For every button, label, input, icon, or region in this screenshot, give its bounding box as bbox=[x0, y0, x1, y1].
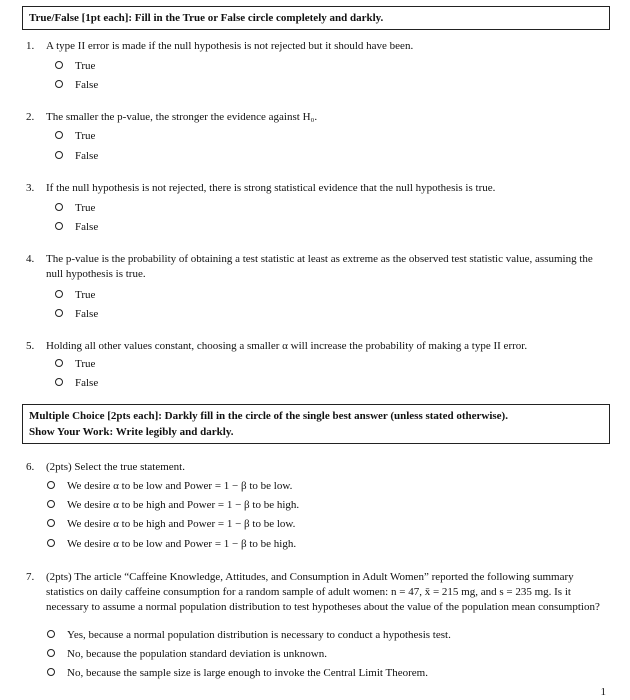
question-6 bbox=[26, 460, 616, 475]
question-4 bbox=[26, 252, 616, 282]
q6-option-a[interactable]: We desire α to be low and Power = 1 − β to be low. bbox=[47, 479, 292, 493]
q2-option-true[interactable]: True bbox=[55, 129, 95, 143]
q1-option-false[interactable]: False bbox=[55, 78, 98, 92]
question-text: (2pts) The article “Caffeine Knowledge, Attitudes, and Consumption in Adult Women” reported the following summary statistics on daily caffeine consumption for a random sample of adult women: n = 47, x̄ = 215 mg, and s = 235 mg. Is it necessary to assume a normal population distribution to test hypotheses about the value of the population mean consumption? bbox=[46, 571, 600, 613]
radio-circle-icon[interactable] bbox=[55, 80, 63, 88]
question-text: Holding all other values constant, choosing a smaller α will increase the probability of making a type II error. bbox=[46, 340, 528, 352]
radio-circle-icon[interactable] bbox=[47, 668, 55, 676]
question-number: 5. bbox=[26, 340, 35, 352]
radio-circle-icon[interactable] bbox=[55, 222, 63, 230]
question-5 bbox=[26, 339, 616, 354]
q6-option-b[interactable]: We desire α to be high and Power = 1 − β to be high. bbox=[47, 498, 299, 512]
q1-option-true[interactable]: True bbox=[55, 59, 95, 73]
mc-section-header bbox=[22, 404, 610, 444]
radio-circle-icon[interactable] bbox=[55, 203, 63, 211]
radio-circle-icon[interactable] bbox=[55, 131, 63, 139]
radio-circle-icon[interactable] bbox=[47, 539, 55, 547]
q4-option-true[interactable]: True bbox=[55, 288, 95, 302]
question-text: If the null hypothesis is not rejected, there is strong statistical evidence that the null hypothesis is true. bbox=[46, 182, 496, 194]
question-3 bbox=[26, 181, 616, 196]
mc-header-line2: Show Your Work: Write legibly and darkly. bbox=[29, 426, 234, 438]
radio-circle-icon[interactable] bbox=[47, 630, 55, 638]
radio-circle-icon[interactable] bbox=[47, 481, 55, 489]
question-number: 1. bbox=[26, 40, 35, 52]
radio-circle-icon[interactable] bbox=[55, 61, 63, 69]
question-text: The smaller the p-value, the stronger the evidence against H₀. bbox=[46, 111, 318, 123]
question-1 bbox=[26, 39, 616, 54]
tf-header-text: True/False [1pt each]: Fill in the True or False circle completely and darkly. bbox=[29, 12, 384, 24]
radio-circle-icon[interactable] bbox=[47, 649, 55, 657]
question-number: 4. bbox=[26, 253, 35, 265]
mc-header-line1: Multiple Choice [2pts each]: Darkly fill in the circle of the single best answer (unless stated otherwise). bbox=[29, 410, 508, 422]
question-number: 2. bbox=[26, 111, 35, 123]
q3-option-true[interactable]: True bbox=[55, 201, 95, 215]
question-7 bbox=[26, 570, 616, 615]
question-2 bbox=[26, 110, 616, 125]
q7-option-c[interactable]: No, because the sample size is large enough to invoke the Central Limit Theorem. bbox=[47, 666, 428, 680]
q2-option-false[interactable]: False bbox=[55, 149, 98, 163]
question-number: 3. bbox=[26, 182, 35, 194]
q7-option-a[interactable]: Yes, because a normal population distribution is necessary to conduct a hypothesis test. bbox=[47, 628, 451, 642]
question-number: 7. bbox=[26, 571, 35, 583]
q4-option-false[interactable]: False bbox=[55, 307, 98, 321]
q3-option-false[interactable]: False bbox=[55, 220, 98, 234]
question-text: (2pts) Select the true statement. bbox=[46, 461, 185, 473]
q6-option-d[interactable]: We desire α to be low and Power = 1 − β to be high. bbox=[47, 537, 296, 551]
radio-circle-icon[interactable] bbox=[55, 290, 63, 298]
question-number: 6. bbox=[26, 461, 35, 473]
radio-circle-icon[interactable] bbox=[55, 359, 63, 367]
radio-circle-icon[interactable] bbox=[55, 378, 63, 386]
radio-circle-icon[interactable] bbox=[55, 309, 63, 317]
question-text: A type II error is made if the null hypothesis is not rejected but it should have been. bbox=[46, 40, 414, 52]
q5-option-false[interactable]: False bbox=[55, 376, 98, 390]
page-number: 1 bbox=[600, 686, 606, 698]
radio-circle-icon[interactable] bbox=[47, 519, 55, 527]
q7-option-b[interactable]: No, because the population standard deviation is unknown. bbox=[47, 647, 327, 661]
radio-circle-icon[interactable] bbox=[55, 151, 63, 159]
q5-option-true[interactable]: True bbox=[55, 357, 95, 371]
radio-circle-icon[interactable] bbox=[47, 500, 55, 508]
question-text: The p-value is the probability of obtaining a test statistic at least as extreme as the observed test statistic value, assuming the null hypothesis is true. bbox=[46, 253, 593, 280]
tf-section-header bbox=[22, 6, 610, 30]
q6-option-c[interactable]: We desire α to be high and Power = 1 − β to be low. bbox=[47, 517, 295, 531]
